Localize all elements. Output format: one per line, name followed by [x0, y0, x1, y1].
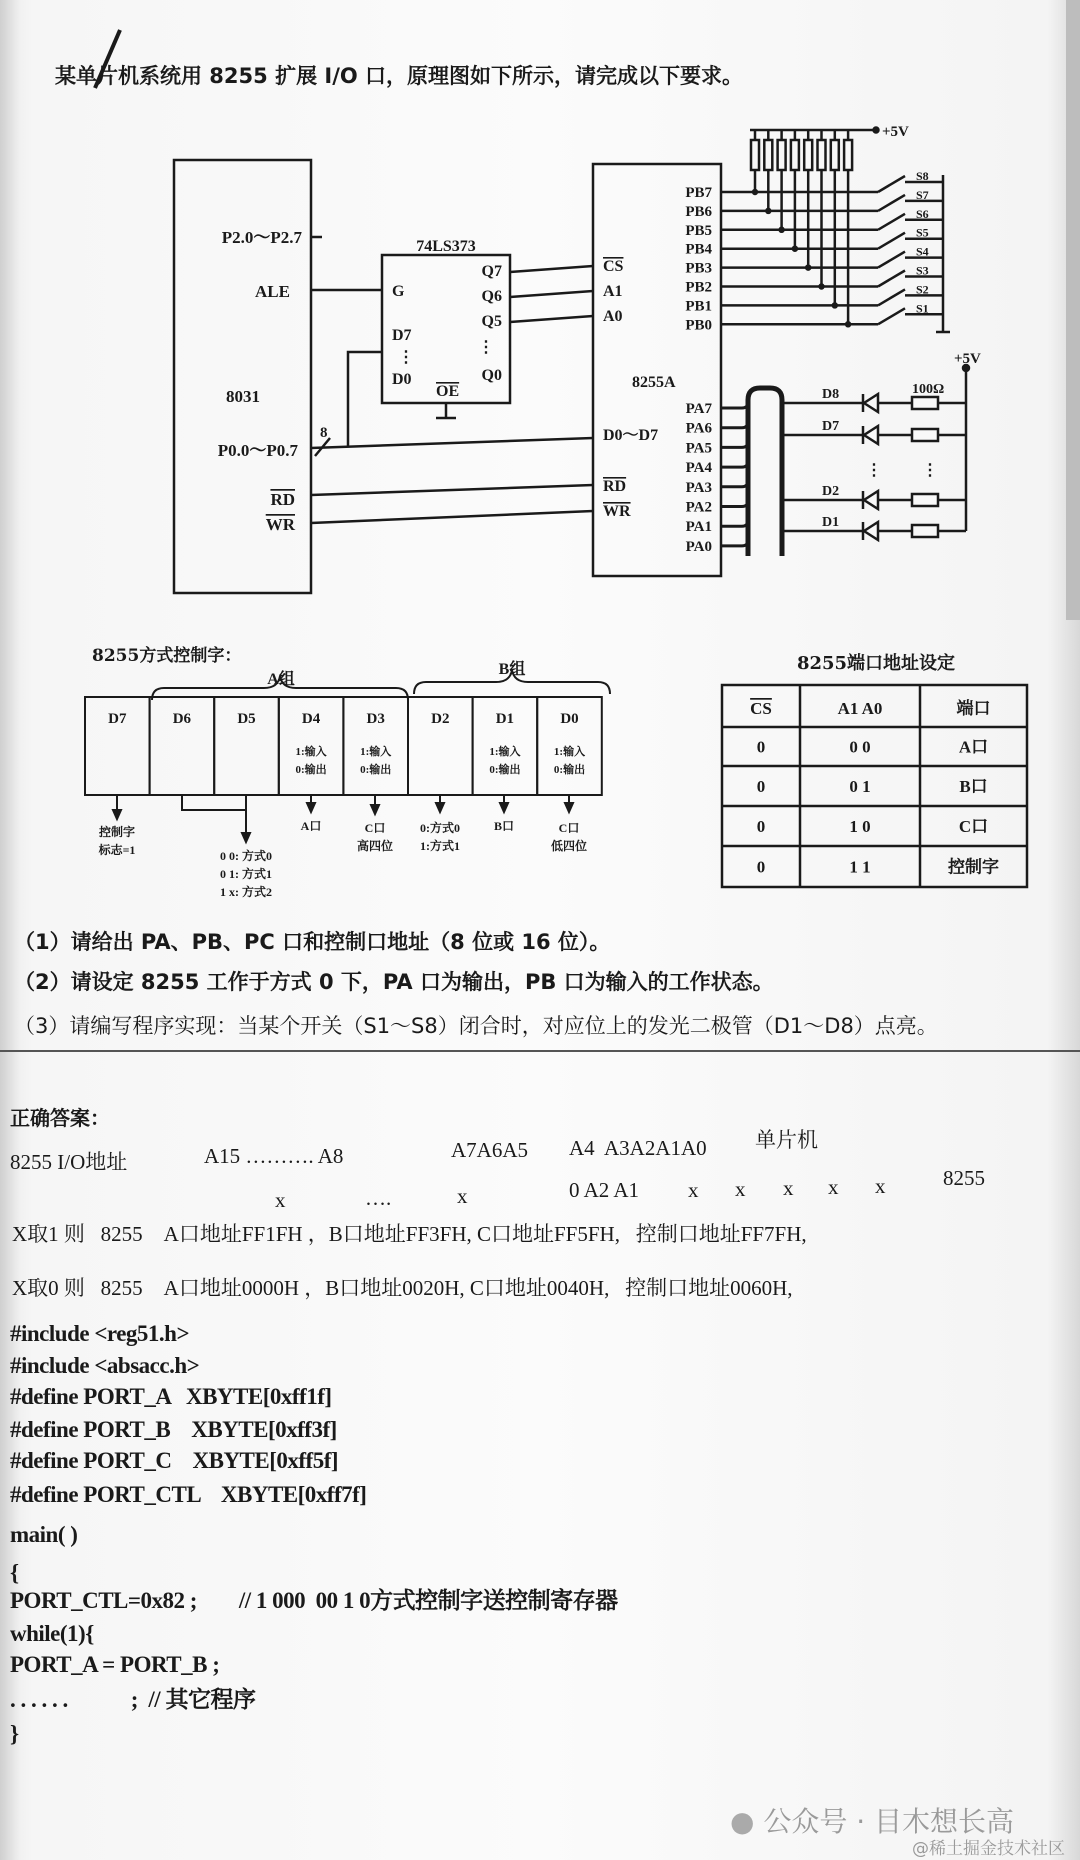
led-icon — [864, 491, 878, 509]
code-line: #define PORT_B XBYTE[0xff3f] — [10, 1417, 337, 1442]
arrow-icon — [242, 833, 250, 842]
ppi-pin-pb2: PB2 — [685, 279, 712, 296]
addr-high: A15 ………. A8 — [204, 1144, 344, 1168]
latch-pin-q7: Q7 — [481, 263, 502, 280]
resistor-value: 100Ω — [912, 382, 945, 397]
addr-x: x — [688, 1178, 699, 1202]
arrow-icon — [436, 803, 444, 812]
bit-label: D3 — [366, 711, 385, 727]
code-line: PORT_A = PORT_B ; — [10, 1652, 220, 1677]
table-cell: 0 0 — [849, 737, 871, 757]
question-3: （3）请编写程序实现：当某个开关（S1～S8）闭合时，对应位上的发光二极管（D1～D8）点亮。 — [14, 1014, 938, 1038]
output-d4: A口 — [300, 819, 322, 833]
switch-label-s3: S3 — [916, 263, 929, 278]
led-label-d1: D1 — [822, 515, 840, 530]
pullup-resistor — [751, 140, 759, 170]
latch-pin-oe: OE — [436, 383, 460, 400]
ppi-pin-wr: WR — [603, 503, 631, 520]
port-address-table — [715, 680, 1035, 900]
led-resistor — [912, 494, 938, 506]
pin-wr: WR — [265, 515, 295, 534]
table-header: A1 A0 — [837, 699, 883, 718]
led-icon — [864, 522, 878, 540]
code-line: . . . . . . ; // 其它程序 — [10, 1687, 256, 1712]
bit-note: 0:输出 — [489, 764, 521, 776]
pullup-resistor — [778, 140, 786, 170]
led-resistor — [912, 397, 938, 409]
addr-dots: …. — [365, 1186, 392, 1210]
ppi-pin-pb3: PB3 — [685, 260, 712, 277]
led-resistor — [912, 525, 938, 537]
output-d7: 控制字 — [98, 825, 136, 839]
watermark-text: 公众号 · 目木想长高 — [763, 1805, 1015, 1838]
pen-mark — [95, 30, 120, 88]
led-label-d7: D7 — [822, 419, 840, 434]
ppi-pin-a0: A0 — [603, 308, 623, 325]
code-line: PORT_CTL=0x82 ; // 1 000 00 1 0方式控制字送控制寄存器 — [10, 1588, 618, 1613]
addr-x: x — [783, 1176, 794, 1200]
output-d2: 1:方式1 — [420, 839, 460, 853]
addr-low: A4 A3A2A1A0 — [569, 1136, 707, 1160]
ppi-pin-pb1: PB1 — [685, 298, 712, 315]
output-d3: 高四位 — [356, 839, 394, 853]
table-header: 端口 — [956, 699, 991, 718]
latch-pin-q0: Q0 — [481, 367, 502, 384]
switch — [878, 195, 905, 211]
latch-dots-right: ⋮ — [478, 339, 494, 356]
bit-label: D5 — [237, 711, 256, 727]
output-d0: 低四位 — [550, 839, 588, 853]
code-line: #define PORT_CTL XBYTE[0xff7f] — [10, 1482, 367, 1507]
table-cell: 控制字 — [948, 857, 999, 877]
table-cell: 1 1 — [849, 857, 871, 877]
switch — [878, 289, 905, 305]
bit-note: 0:输出 — [295, 764, 327, 776]
addr-x: x — [735, 1177, 746, 1201]
table-cell: A口 — [958, 737, 989, 757]
bit-note: 1:输入 — [360, 746, 392, 758]
ppi-pin-data: D0～D7 — [603, 427, 659, 444]
output-d6d5: 0 0: 方式0 — [220, 849, 272, 863]
output-d6d5: 0 1: 方式1 — [220, 867, 272, 881]
arrow-icon — [371, 805, 379, 814]
pullup-resistor — [764, 140, 772, 170]
switch — [878, 214, 905, 230]
bit-label: D4 — [301, 711, 321, 727]
switch — [878, 271, 905, 287]
arrow-icon — [307, 803, 315, 812]
question-2: （2）请设定 8255 工作于方式 0 下，PA 口为输出，PB 口为输入的工作状态。 — [14, 970, 774, 994]
ppi-pin-pa5: PA5 — [685, 440, 712, 457]
pullup-resistor — [818, 140, 826, 170]
switch-label-s2: S2 — [916, 282, 929, 297]
output-d1: B口 — [493, 819, 515, 833]
bit-label: D6 — [172, 711, 192, 727]
code-line: { — [10, 1560, 19, 1585]
switch-label-s5: S5 — [916, 225, 929, 240]
mcu-name: 8031 — [226, 387, 260, 406]
switch — [878, 176, 905, 192]
latch-pin-d7: D7 — [392, 327, 412, 344]
ppi-pin-pa7: PA7 — [685, 401, 712, 417]
code-line: while(1){ — [10, 1621, 94, 1646]
ppi-pin-cs: CS — [603, 258, 624, 275]
bit-label: D1 — [495, 711, 515, 727]
ppi-name: 8255A — [632, 374, 676, 391]
switch — [878, 233, 905, 249]
bit-note: 0:输出 — [553, 764, 586, 776]
port-b-wiring — [685, 124, 950, 333]
code-line: #include <reg51.h> — [10, 1321, 190, 1346]
ppi-pin-pa2: PA2 — [685, 499, 712, 516]
code-line: } — [10, 1721, 19, 1746]
switch-label-s8: S8 — [916, 169, 929, 183]
addr-x: x — [275, 1188, 286, 1212]
ppi-pin-pb7: PB7 — [685, 185, 712, 201]
led-ellipsis: ⋮ — [866, 462, 882, 479]
latch-pin-d0: D0 — [392, 371, 412, 388]
bus-width: 8 — [320, 425, 328, 441]
ppi-pin-pb6: PB6 — [685, 203, 712, 220]
addr-mcu-label: 单片机 — [755, 1128, 818, 1152]
addresses-x1: X取1 则 8255 A口地址FF1FH ，B口地址FF3FH, C口地址FF5FH, 控制口地址FF7FH, — [12, 1222, 807, 1246]
addr-label: 8255 I/O地址 — [10, 1150, 128, 1174]
ppi-pin-pa0: PA0 — [685, 538, 712, 555]
switch — [878, 308, 905, 324]
control-word-diagram — [0, 660, 620, 940]
pin-rd: RD — [270, 490, 295, 509]
circuit-diagram — [0, 0, 1080, 620]
table-cell: C口 — [958, 817, 989, 836]
pullup-resistor — [791, 140, 799, 170]
latch-pin-q6: Q6 — [481, 288, 502, 305]
divider — [0, 1050, 1080, 1052]
table-cell: 0 — [756, 857, 766, 877]
table-cell: 1 0 — [849, 817, 871, 836]
bit-label: D2 — [431, 711, 450, 727]
ppi-pin-a1: A1 — [603, 283, 623, 300]
table-cell: 0 — [756, 817, 766, 836]
question-intro: 某单片机系统用 8255 扩展 I/O 口，原理图如下所示，请完成以下要求。 — [55, 64, 744, 88]
control-word-title: 8255方式控制字： — [92, 646, 242, 666]
addr-x: x — [875, 1174, 886, 1198]
wechat-icon: ● — [730, 1805, 755, 1838]
port-table-title: 8255端口地址设定 — [796, 653, 956, 674]
question-1: （1）请给出 PA、PB、PC 口和控制口地址（8 位或 16 位）。 — [14, 930, 611, 954]
table-cell: 0 1 — [849, 777, 871, 796]
led-resistor — [912, 429, 938, 441]
port-a-wiring — [686, 351, 981, 556]
bit-note: 0:输出 — [360, 764, 392, 776]
led-icon — [864, 394, 878, 412]
ppi-pin-pb5: PB5 — [685, 222, 712, 239]
ppi-pin-pa3: PA3 — [685, 479, 712, 496]
arrow-icon — [500, 803, 508, 812]
output-d2: 0:方式0 — [420, 821, 460, 835]
latch-name: 74LS373 — [416, 238, 476, 255]
ppi-pin-pa1: PA1 — [685, 519, 712, 536]
addr-x: x — [828, 1175, 839, 1199]
addr-8255-label: 8255 — [943, 1166, 985, 1190]
switch-label-s7: S7 — [916, 187, 929, 202]
code-line: #define PORT_A XBYTE[0xff1f] — [10, 1384, 332, 1409]
resistor-ellipsis: ⋮ — [922, 462, 938, 479]
switch-label-s4: S4 — [916, 244, 929, 259]
watermark-sub: @稀土掘金技术社区 — [912, 1839, 1065, 1859]
port-a-bus — [748, 388, 782, 556]
code-line: #include <absacc.h> — [10, 1353, 200, 1378]
led-icon — [864, 426, 878, 444]
ppi-pin-rd: RD — [603, 478, 627, 495]
table-cell: 0 — [756, 737, 766, 757]
latch-dots-left: ⋮ — [398, 349, 414, 366]
led-label-d2: D2 — [822, 484, 840, 499]
table-cell: B口 — [959, 777, 988, 796]
group-b-label: B组 — [498, 661, 526, 678]
ppi-pin-pa6: PA6 — [685, 420, 712, 437]
switch-label-s6: S6 — [916, 206, 929, 221]
bit-note: 1:输入 — [553, 746, 586, 758]
output-d7: 标志=1 — [98, 843, 136, 857]
pin-ale: ALE — [255, 282, 290, 301]
pullup-resistor — [831, 140, 839, 170]
pin-p0: P0.0～P0.7 — [217, 441, 298, 460]
vcc-label-top: +5V — [882, 124, 909, 140]
vcc-label-leds: +5V — [954, 351, 981, 367]
addresses-x0: X取0 则 8255 A口地址0000H ，B口地址0020H, C口地址0040H, 控制口地址0060H, — [12, 1276, 793, 1300]
switch-label-s1: S1 — [916, 301, 929, 316]
pullup-resistor — [804, 140, 812, 170]
bit-note: 1:输入 — [295, 746, 327, 758]
bit-label: D0 — [560, 711, 579, 727]
arrow-icon — [113, 810, 121, 819]
output-d0: C口 — [558, 821, 580, 835]
output-d3: C口 — [364, 821, 386, 835]
ppi-pin-pa4: PA4 — [685, 460, 712, 477]
addr-a7a6a5: A7A6A5 — [451, 1138, 528, 1162]
bit-note: 1:输入 — [489, 746, 521, 758]
bit-label: D7 — [108, 711, 127, 727]
latch-pin-g: G — [392, 283, 405, 300]
addr-a2a1: 0 A2 A1 — [569, 1178, 640, 1202]
latch-pin-q5: Q5 — [481, 313, 502, 330]
table-cell: 0 — [756, 777, 766, 796]
code-line: main( ) — [10, 1522, 78, 1547]
addr-x: x — [457, 1184, 468, 1208]
led-label-d8: D8 — [822, 387, 840, 402]
ppi-pin-pb0: PB0 — [685, 317, 712, 334]
pin-p2: P2.0～P2.7 — [221, 228, 302, 247]
pullup-resistor — [844, 140, 852, 170]
group-a-label: A组 — [267, 671, 295, 688]
arrow-icon — [565, 803, 573, 812]
answer-title: 正确答案： — [10, 1106, 110, 1130]
table-header: CS — [750, 699, 772, 718]
code-line: #define PORT_C XBYTE[0xff5f] — [10, 1448, 339, 1473]
ppi-pin-pb4: PB4 — [685, 241, 712, 258]
output-d6d5: 1 x: 方式2 — [220, 885, 272, 899]
switch — [878, 252, 905, 268]
